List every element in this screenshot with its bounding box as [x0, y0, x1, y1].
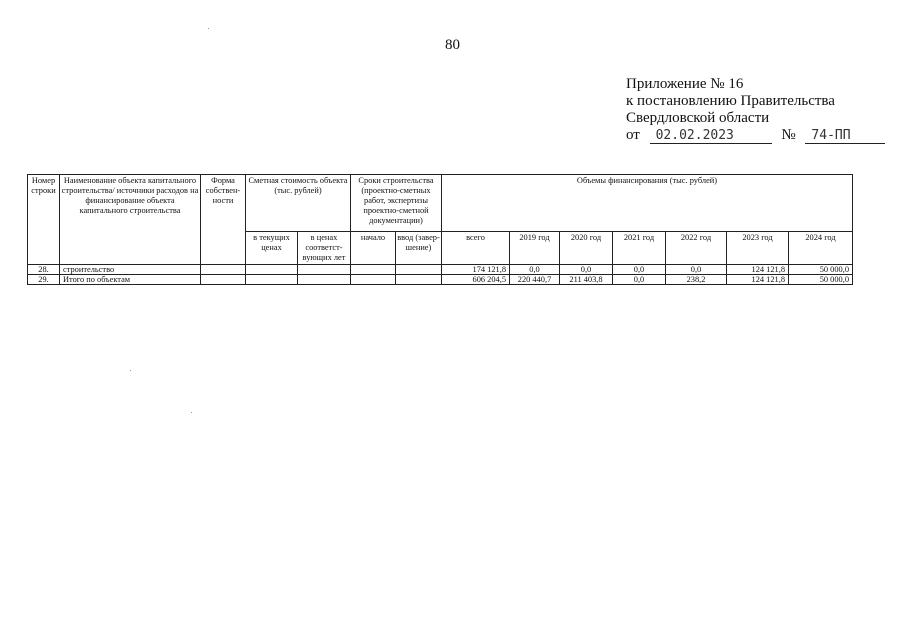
row-2021: 0,0 [613, 265, 666, 275]
row-2020: 211 403,8 [560, 275, 613, 285]
row-commissioning [396, 265, 442, 275]
appendix-title: Приложение № 16 [626, 76, 744, 92]
row-2023: 124 121,8 [727, 275, 789, 285]
appendix-block [626, 76, 885, 144]
appendix-region: Свердловской области [626, 110, 770, 126]
row-number: 29. [28, 275, 60, 285]
header-current-prices: в текущих ценах [246, 232, 298, 265]
row-2020: 0,0 [560, 265, 613, 275]
row-2024: 50 000,0 [789, 275, 853, 285]
scan-speck [130, 370, 131, 371]
scan-speck [191, 412, 192, 413]
row-2023: 124 121,8 [727, 265, 789, 275]
table-row [28, 265, 853, 275]
row-corresponding-prices [298, 275, 351, 285]
row-total: 174 121,8 [442, 265, 510, 275]
row-current-prices [246, 265, 298, 275]
header-row-1 [28, 175, 853, 232]
resolution-number: 74-ПП [805, 129, 885, 144]
row-2019: 0,0 [510, 265, 560, 275]
header-financing-volumes: Объемы финансирования (тыс. рублей) [442, 175, 853, 232]
table-row [28, 275, 853, 285]
header-2022: 2022 год [666, 232, 727, 265]
header-2019: 2019 год [510, 232, 560, 265]
financing-table [27, 174, 853, 285]
row-ownership [201, 265, 246, 275]
row-2022: 0,0 [666, 265, 727, 275]
appendix-resolution: к постановлению Правительства [626, 93, 835, 109]
header-start: начало [351, 232, 396, 265]
row-2024: 50 000,0 [789, 265, 853, 275]
header-2023: 2023 год [727, 232, 789, 265]
row-name: строительство [60, 265, 201, 275]
row-number: 28. [28, 265, 60, 275]
header-construction-terms: Сроки строительства (проектно-сметных работ, экспертизы проектно-сметной документации) [351, 175, 442, 232]
row-corresponding-prices [298, 265, 351, 275]
from-label: от [626, 127, 640, 143]
header-estimated-cost: Сметная стоимость объекта (тыс. рублей) [246, 175, 351, 232]
appendix-date-number-line [626, 127, 885, 144]
header-commissioning: ввод (завер-шение) [396, 232, 442, 265]
row-current-prices [246, 275, 298, 285]
header-2024: 2024 год [789, 232, 853, 265]
row-2021: 0,0 [613, 275, 666, 285]
header-row-number: Номер строки [28, 175, 60, 265]
header-2021: 2021 год [613, 232, 666, 265]
row-start [351, 275, 396, 285]
header-2020: 2020 год [560, 232, 613, 265]
row-2019: 220 440,7 [510, 275, 560, 285]
row-commissioning [396, 275, 442, 285]
row-total: 606 204,5 [442, 275, 510, 285]
scan-speck [208, 28, 209, 29]
row-2022: 238,2 [666, 275, 727, 285]
header-total: всего [442, 232, 510, 265]
header-object-name: Наименование объекта капитального строительства/ источники расходов на финансирование объекта капитального строительства [60, 175, 201, 265]
number-label: № [781, 127, 796, 143]
header-ownership-form: Форма собствен-ности [201, 175, 246, 265]
row-ownership [201, 275, 246, 285]
page-number: 80 [445, 37, 460, 53]
header-corresponding-prices: в ценах соответст-вующих лет [298, 232, 351, 265]
row-start [351, 265, 396, 275]
row-name: Итого по объектам [60, 275, 201, 285]
resolution-date: 02.02.2023 [650, 129, 772, 144]
